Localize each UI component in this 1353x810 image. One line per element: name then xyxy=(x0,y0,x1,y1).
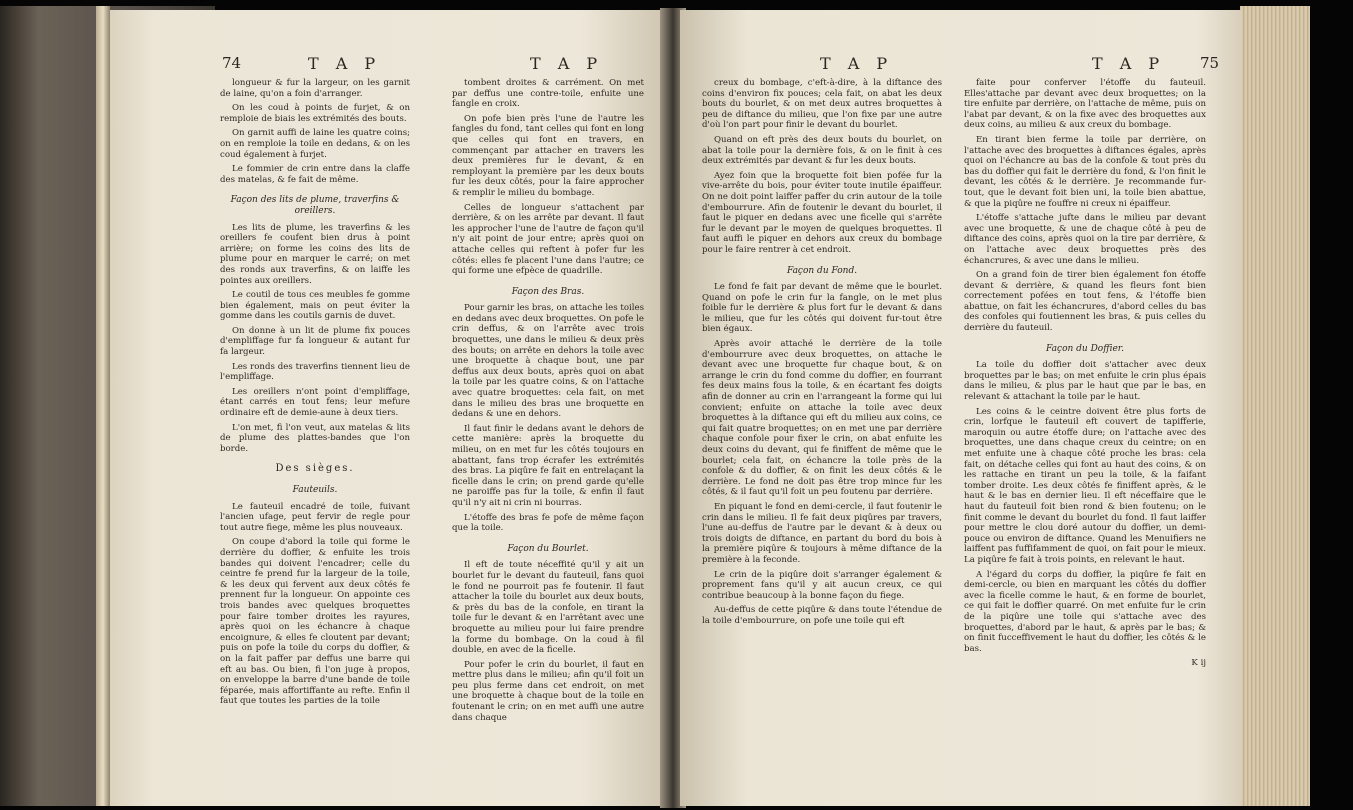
section-heading: Façon des Bras. xyxy=(511,286,585,297)
right-running-head-1: T A P xyxy=(820,54,894,73)
left-running-head-2: T A P xyxy=(530,54,604,73)
paragraph: longueur & fur la largeur, on les garnit de laine, qu'on a foin d'arranger. xyxy=(220,78,410,99)
paragraph: L'étoffe s'attache jufte dans le milieu par devant avec une broquette, & une de chaque côté à peu de diftance des coins, après quoi on la tire par derrière, & on l'attache avec deux broquettes près des échancrures, & avec une dans le milieu. xyxy=(964,213,1206,266)
left-column-1 xyxy=(220,78,410,711)
paragraph: Après avoir attaché le derrière de la toile d'embourrure avec deux broquettes, on attache le devant avec une broquette fur chaque bout, & on arrange le crin du fond comme du doffier, en fourrant fes deux mains fous la toile, & en écartant fes doigts afin de donner au crin en l'arrangeant la forme qui lui convient; enfuite on attache la toile avec deux broquettes à la diftance qui eft du milieu aux coins, ce qui fait quatre broquettes; on en met une par derrière chaque confole pour fixer le crin, on abat enfuite les deux coins du devant, qui fe finiffent de même que le bourlet; cela fait, on échancre la toile près de la confole & du doffier, & on finit les deux côtés & le derrière. Le fond ne doit pas être trop mince fur les côtés, & il faut qu'il foit un peu foutenu par derrière. xyxy=(702,339,942,498)
paragraph: On a grand foin de tirer bien également fon étoffe devant & derrière, & quand les fleurs font bien correctement pofées en tout fens, & l'étoffe bien abattue, on fait les échancrures, d'abord celles du bas des confoles qui foutiennent les bras, & puis celles du derrière du fauteuil. xyxy=(964,270,1206,334)
paragraph: Il faut finir le dedans avant le dehors de cette manière: après la broquette du milieu, on en met fur les côtés toujours en abattant, fans trop écrafer les extrémités des bras. La piqûre fe fait en entrelaçant la ficelle dans le crin; on prend garde qu'elle ne paroiffe pas fur la toile, & enfin il faut qu'il n'y ait ni crin ni bourras. xyxy=(452,423,644,508)
right-column-2 xyxy=(964,78,1206,669)
left-page-number: 74 xyxy=(222,54,242,72)
paragraph: A l'égard du corps du doffier, la piqûre fe fait en demi-cercle, ou bien en marquant les côtés du doffier avec la ficelle comme le haut, & en forme de bourlet, ce qui fait le doffier quarré. On met enfuite fur le crin de la piqûre une toile qui s'attache avec des broquettes, d'abord par le haut, & après par le bas; & on finit fucceffivement le haut du doffier, les côtés & le bas. xyxy=(964,569,1206,654)
paragraph: Les coins & le ceintre doivent être plus forts de crin, lorfque le fauteuil eft couvert de tapifferie, maroquin ou autre étoffe dure; on l'attache avec des broquettes, une dans chaque creux du ceintre; on en met enfuite une à chaque côté proche les bras: cela fait, on détache celles qui font au haut des coins, & on les rattache en tirant un peu la toile, & la faifant tomber droite. Les deux côtés fe finiffent après, & le haut & le bas en dernier lieu. Il eft néceffaire que le haut du fauteuil foit bien rond & bien foutenu; on le finit comme le devant du bourlet du fond. Il faut laiffer pour mettre le clou doré autour du doffier, un demi-pouce ou environ de diftance. Quand les Menuifiers ne laiffent pas fuffifamment de quoi, on fait pour le mieux. La piqûre fe fait à trois points, en relevant le haut. xyxy=(964,406,1206,565)
paragraph: Le crin de la piqûre doit s'arranger également & proprement fans qu'il y ait aucun creux, ce qui contribue beaucoup à la bonne façon du fiege. xyxy=(702,569,942,601)
paragraph: On donne à un lit de plume fix pouces d'empliffage fur fa longueur & autant fur fa largeur. xyxy=(220,325,410,358)
paragraph: L'on met, fi l'on veut, aux matelas & lits de plume des plattes-bandes que l'on borde. xyxy=(220,422,410,454)
paragraph: Au-deffus de cette piqûre & dans toute l'étendue de la toile d'embourrure, on pofe une toile qui eft xyxy=(702,605,942,626)
paragraph: Le fond fe fait par devant de même que le bourlet. Quand on pofe le crin fur la fangle, on le met plus foible fur le derrière & plus fort fur le devant & dans le milieu, que fur les côtés qui doivent fur-tout être bien égaux. xyxy=(702,282,942,335)
paragraph: L'étoffe des bras fe pofe de même façon que la toile. xyxy=(452,512,644,534)
paragraph: Pour garnir les bras, on attache les toiles en dedans avec deux broquettes. On pofe le crin deffus, & on l'arrête avec trois broquettes, une dans le milieu & deux près des bouts; on arrête en dehors la toile avec une broquette à chaque bout, une par deffus aux deux bouts, après quoi on abat la toile par les quatre coins, & on l'attache avec quatre broquettes: cela fait, on met dans le milieu des bras une broquette en dedans & une en dehors. xyxy=(452,303,644,420)
left-column-2 xyxy=(452,78,644,727)
page-stack-right xyxy=(1240,6,1310,806)
right-page-number: 75 xyxy=(1200,54,1220,72)
section-heading: Façon du Fond. xyxy=(786,265,858,276)
right-column-1 xyxy=(702,78,942,631)
paragraph: On garnit auffi de laine les quatre coins; on en remploie la toile en dedans, & on les coud également à furjet. xyxy=(220,128,410,160)
paragraph: On coupe d'abord la toile qui forme le derrière du doffier, & enfuite les trois bandes qui doivent l'encadrer; celle du ceintre fe prend fur la largeur de la toile, & les deux qui fervent aux deux côtés fe prennent fur la longueur. On appointe ces trois bandes avec quelques broquettes pour faire tomber droites les rayures, après quoi on les échancre à chaque encoignure, & elles fe cloutent par devant; puis on pofe la toile du corps du doffier, & on la fait paffer par deffus une barre qui eft au bas. Ou bien, fi l'on juge à propos, on enveloppe la barre d'une bande de toile féparée, mais affortiffante au refte. Enfin il faut que toutes les parties de la toile xyxy=(220,537,410,707)
paragraph: Ayez foin que la broquette foit bien pofée fur la vive-arrête du bois, pour éviter toute inutile épaiffeur. On ne doit point laiffer paffer du crin autour de la toile d'embourrure. Afin de foutenir le devant du bourlet, il faut le piquer en dedans avec une ficelle qui s'arrête fur le devant par le moyen de quelques broquettes. Il faut auffi le piquer en dehors aux creux du bombage pour le faire rentrer à cet endroit. xyxy=(702,170,942,255)
paragraph: En piquant le fond en demi-cercle, il faut foutenir le crin dans le milieu. Il fe fait deux piqûres par travers, l'une au-deffus de l'autre par le devant & à deux ou trois doigts de diftance, en partant du bord du bois à la première piqûre & toujours à même diftance de la première à la feconde. xyxy=(702,501,942,565)
right-page xyxy=(680,10,1242,806)
section-heading: Façon des lits de plume, traverfins & oreillers. xyxy=(230,195,400,216)
paragraph: Le coutil de tous ces meubles fe gomme bien également, mais on peut éviter la gomme dans les coutils garnis de duvet. xyxy=(220,290,410,322)
paragraph: Les lits de plume, les traverfins & les oreillers fe coufent bien drus à point arrière; on forme les coins des lits de plume pour en marquer le carré; on met des ronds aux traverfins, & on laiffe les pointes aux oreillers. xyxy=(220,222,410,286)
signature-mark: K ij xyxy=(1191,658,1206,669)
paragraph: tombent droites & carrément. On met par deffus une contre-toile, enfuite une fangle en croix. xyxy=(452,78,644,110)
paragraph: Le fommier de crin entre dans la claffe des matelas, & fe fait de même. xyxy=(220,164,410,185)
paragraph: La toile du doffier doit s'attacher avec deux broquettes par le bas; on met enfuite le crin plus épais dans le milieu, & plus par le haut que par le bas, en relevant & attachant la toile par le haut. xyxy=(964,360,1206,403)
section-heading: Façon du Bourlet. xyxy=(507,543,589,554)
paragraph: creux du bombage, c'eft-à-dire, à la diftance des coins d'environ fix pouces; cela fait, on abat les deux bouts du bourlet, & on met deux autres broquettes à peu de diftance du milieu, que l'on fixe par une autre d'où l'on part pour finir le devant du bourlet. xyxy=(702,78,942,131)
paragraph: Les ronds des traverfins tiennent lieu de l'empliffage. xyxy=(220,361,410,383)
paragraph: On pofe bien près l'une de l'autre les fangles du fond, tant celles qui font en long que celles qui font en travers, en commençant par attacher en travers les deux premières fur le devant, & en remployant la première par les deux bouts fur les deux côtés, pour la faire approcher & remplir le milieu du bombage. xyxy=(452,113,644,198)
paragraph: On les coud à points de furjet, & on remploie de biais les extrémités des bouts. xyxy=(220,103,410,124)
section-heading: Façon du Doffier. xyxy=(1046,343,1124,354)
section-heading: Fauteuils. xyxy=(292,485,338,495)
paragraph: Les oreillers n'ont point d'empliffage, étant carrés en tout fens; leur mefure ordinaire eft de demie-aune à deux tiers. xyxy=(220,386,410,419)
left-page xyxy=(110,10,665,806)
paragraph: Il eft de toute néceffité qu'il y ait un bourlet fur le devant du fauteuil, fans quoi le fond ne pourroit pas fe foutenir. Il faut attacher la toile du bourlet aux deux bouts, & près du bas de la confole, en tirant la toile fur le devant & en l'arrêtant avec une broquette au milieu pour lui faire prendre la forme du bombage. On la coud à fil double, en avec de la ficelle. xyxy=(452,560,644,656)
left-running-head-1: T A P xyxy=(308,54,382,73)
paragraph: Quand on eft près des deux bouts du bourlet, on abat la toile pour la dernière fois, & on le finit à ces deux extrémités par devant & fur les deux bouts. xyxy=(702,134,942,167)
section-heading: Des sièges. xyxy=(275,463,355,475)
paragraph: faite pour conferver l'étoffe du fauteuil. Elles'attache par devant avec deux broquettes; on la tire enfuite par derrière, on l'attache de même, puis on l'abat par devant, & on la fixe avec des broquettes aux deux coins, au milieu & aux creux du bombage. xyxy=(964,78,1206,131)
paragraph: Celles de longueur s'attachent par derrière, & on les arrête par devant. Il faut les approcher l'une de l'autre de façon qu'il n'y ait point de jour entre; après quoi on attache celles qui reftent à pofer fur les côtés: elles fe placent l'une dans l'autre; ce qui forme une efpèce de quadrille. xyxy=(452,202,644,277)
page-edge-left xyxy=(96,6,110,806)
right-running-head-2: T A P xyxy=(1092,54,1166,73)
paragraph: Pour pofer le crin du bourlet, il faut en mettre plus dans le milieu; afin qu'il foit un peu plus ferme dans cet endroit, on met une broquette à chaque bout de la toile en foutenant le crin; on en met auffi une autre dans chaque xyxy=(452,659,644,723)
paragraph: En tirant bien ferme la toile par derrière, on l'attache avec des broquettes à diftances égales, après quoi on l'échancre au bas de la confole & tout près du bas du doffier qui fait le derrière du fond, & l'on finit le devant, les côtés & le derrière. Je recommande fur-tout, que le devant foit bien uni, la toile bien abattue, & que la piqûre ne fouffre ni creux ni épaiffeur. xyxy=(964,134,1206,209)
paragraph: Le fauteuil encadré de toile, fuivant l'ancien ufage, peut fervir de regle pour tout autre fiege, même les plus nouveaux. xyxy=(220,501,410,533)
